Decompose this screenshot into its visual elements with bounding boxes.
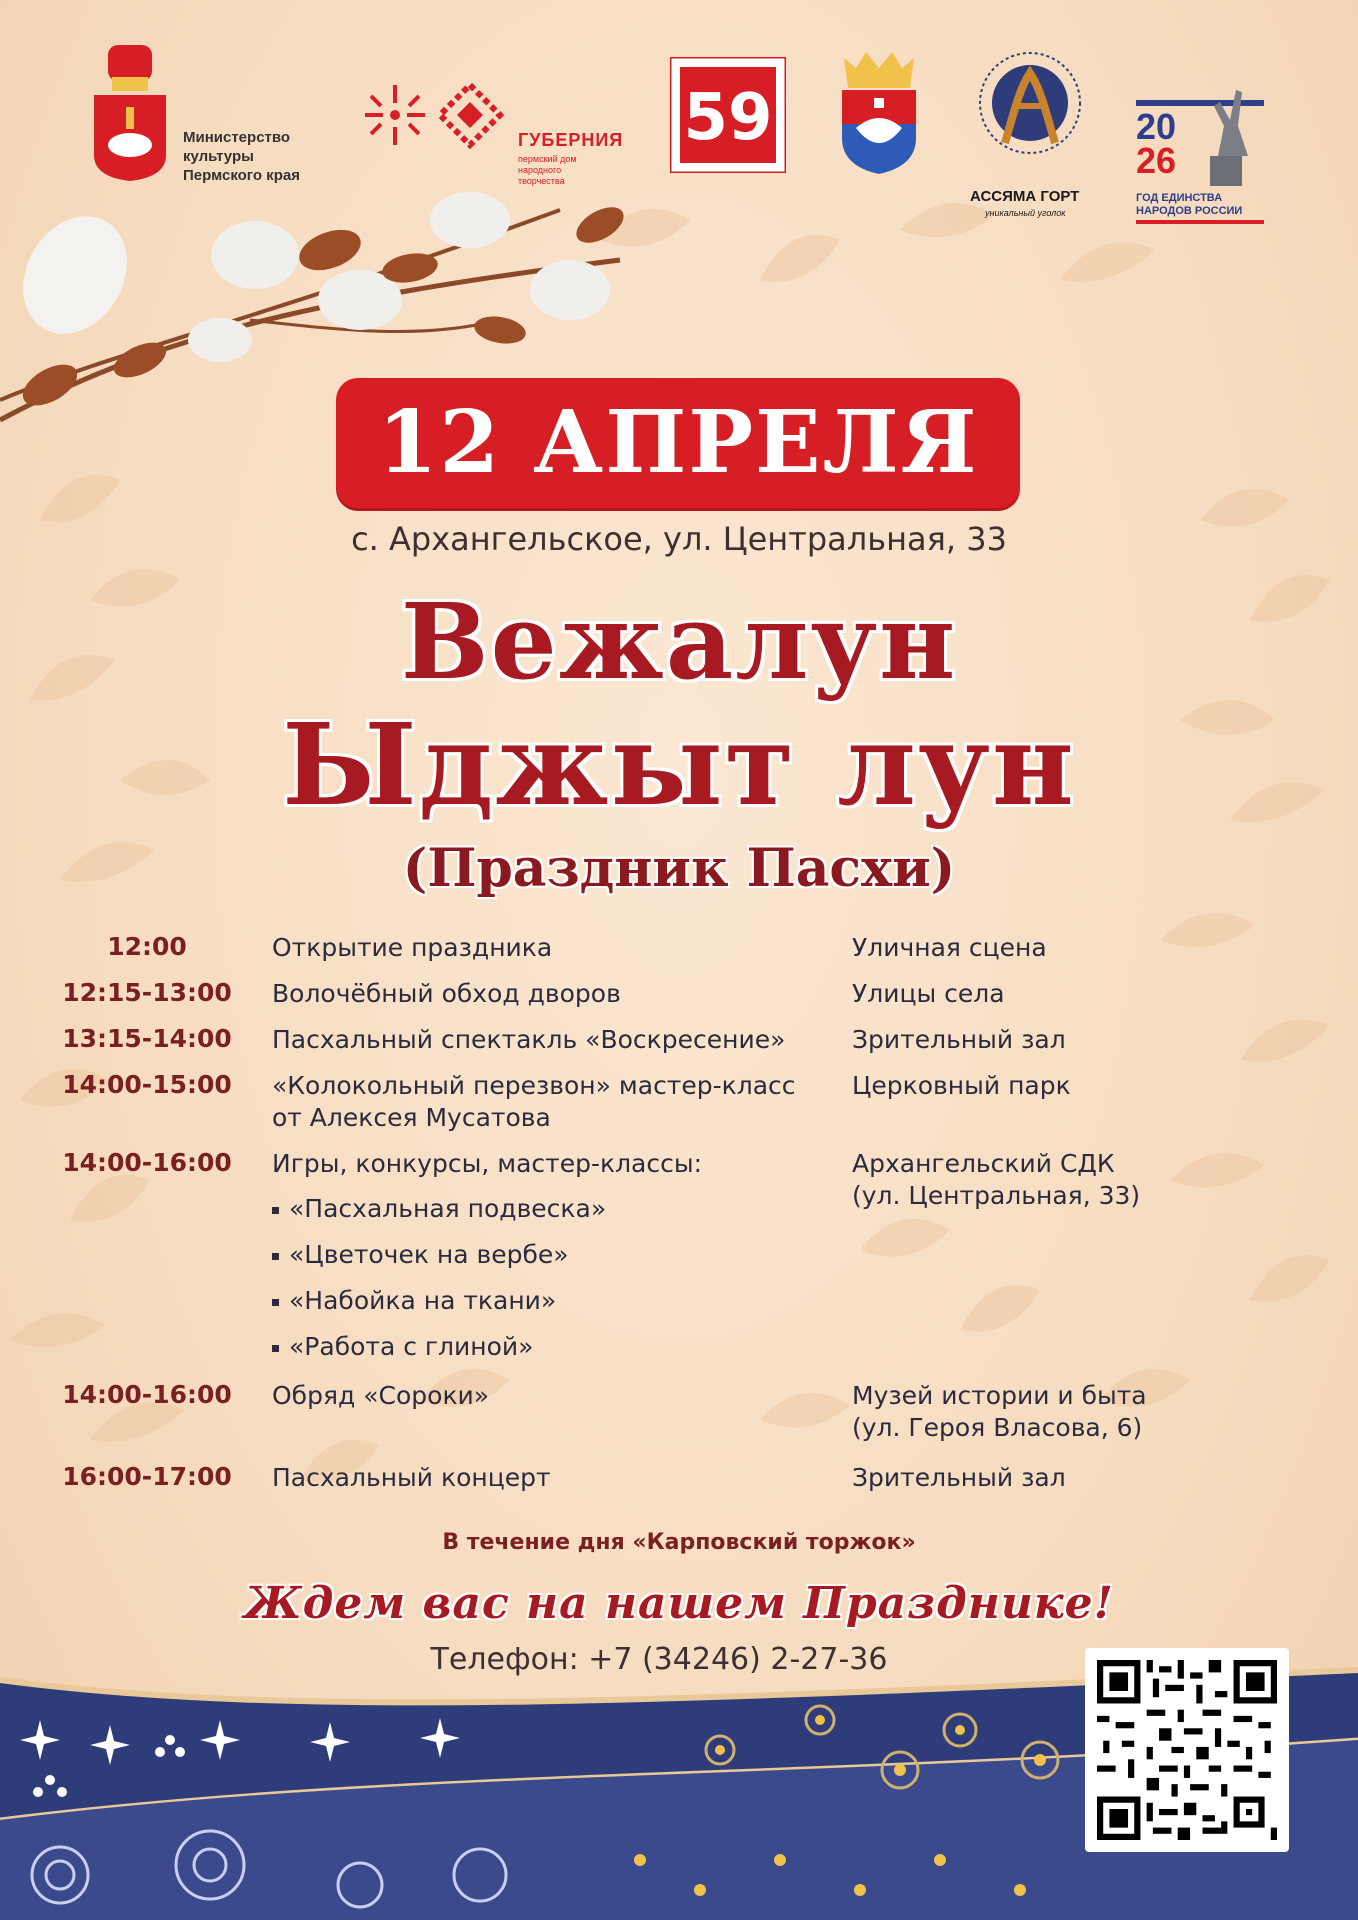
qr-code[interactable]	[1085, 1648, 1289, 1852]
year-logo-digits-bottom: 26	[1136, 140, 1177, 181]
schedule-place: Зрительный зал	[852, 1463, 1066, 1492]
festival-number: 59	[683, 81, 773, 155]
workshop-item	[272, 1286, 556, 1315]
schedule-event: «Колокольный перезвон» мастер-класс от Алексея Мусатова	[272, 1071, 796, 1132]
date-banner	[336, 378, 1020, 508]
bullet-square-icon	[272, 1253, 279, 1260]
schedule-time: 12:00	[107, 932, 187, 961]
title-line-1: Вежалун	[400, 580, 958, 703]
bullet-square-icon	[272, 1299, 279, 1306]
workshop-item	[272, 1240, 569, 1269]
assyama-logo-subtitle: уникальный уголок	[985, 208, 1066, 218]
schedule-place: Уличная сцена	[852, 933, 1047, 962]
schedule-event: Волочёбный обход дворов	[272, 979, 621, 1008]
schedule-time: 14:00-15:00	[62, 1070, 232, 1099]
title-line-2: Ыджыт лун	[282, 700, 1076, 831]
guberniya-ornament-logo	[360, 80, 510, 150]
schedule-time: 16:00-17:00	[62, 1462, 232, 1491]
schedule-event: Пасхальный концерт	[272, 1463, 551, 1492]
qr-code-image	[1097, 1660, 1277, 1840]
guberniya-logo-subtitle: пермский дом народного творчества	[518, 154, 577, 186]
schedule-place: Улицы села	[852, 979, 1005, 1008]
guberniya-logo-title: ГУБЕРНИЯ	[518, 130, 624, 150]
event-address: с. Архангельское, ул. Центральная, 33	[351, 520, 1007, 558]
schedule-event: Обряд «Сороки»	[272, 1381, 490, 1410]
workshop-item	[272, 1194, 606, 1223]
ministry-logo-text: Министерство культуры Пермского края	[183, 129, 300, 184]
year-logo-digits-top: 20	[1136, 106, 1177, 147]
schedule-place: Церковный парк	[852, 1071, 1071, 1100]
schedule-time: 14:00-16:00	[62, 1380, 232, 1409]
year-logo-bottom-bar	[1136, 220, 1264, 224]
workshop-label: «Работа с глиной»	[289, 1332, 534, 1361]
udmurt-district-coat-of-arms-logo	[838, 48, 920, 178]
schedule-event: Игры, конкурсы, мастер-классы:	[272, 1149, 703, 1178]
workshop-label: «Набойка на ткани»	[289, 1286, 557, 1315]
monument-icon	[1190, 82, 1262, 186]
bullet-square-icon	[272, 1345, 279, 1352]
schedule-place: Зрительный зал	[852, 1025, 1066, 1054]
schedule-event: Пасхальный спектакль «Воскресение»	[272, 1025, 786, 1054]
workshop-item	[272, 1332, 533, 1361]
workshop-label: «Пасхальная подвеска»	[289, 1194, 607, 1223]
perm-krai-coat-of-arms-logo	[90, 45, 170, 181]
event-date: 12 АПРЕЛЯ	[377, 392, 979, 493]
schedule-time: 13:15-14:00	[62, 1024, 232, 1053]
title-subtitle: (Праздник Пасхи)	[402, 838, 956, 899]
assyama-logo-title: АССЯМА ГОРТ	[970, 188, 1080, 205]
contact-phone: Телефон: +7 (34246) 2-27-36	[430, 1642, 888, 1677]
bullet-square-icon	[272, 1207, 279, 1214]
schedule-place: Музей истории и быта (ул. Героя Власова, 6)	[852, 1381, 1147, 1442]
schedule-place: Архангельский СДК (ул. Центральная, 33)	[852, 1149, 1141, 1210]
year-logo-caption: ГОД ЕДИНСТВА НАРОДОВ РОССИИ	[1136, 192, 1243, 217]
all-day-note: В течение дня «Карповский торжок»	[442, 1530, 916, 1555]
workshop-label: «Цветочек на вербе»	[289, 1240, 569, 1269]
assyama-gort-logo	[975, 48, 1085, 158]
welcome-message: Ждем вас на нашем Празднике!	[244, 1578, 1114, 1629]
schedule-event: Открытие праздника	[272, 933, 553, 962]
festival-59-logo	[670, 57, 786, 173]
schedule-time: 14:00-16:00	[62, 1148, 232, 1177]
schedule-time: 12:15-13:00	[62, 978, 232, 1007]
logos-row	[0, 40, 1358, 218]
